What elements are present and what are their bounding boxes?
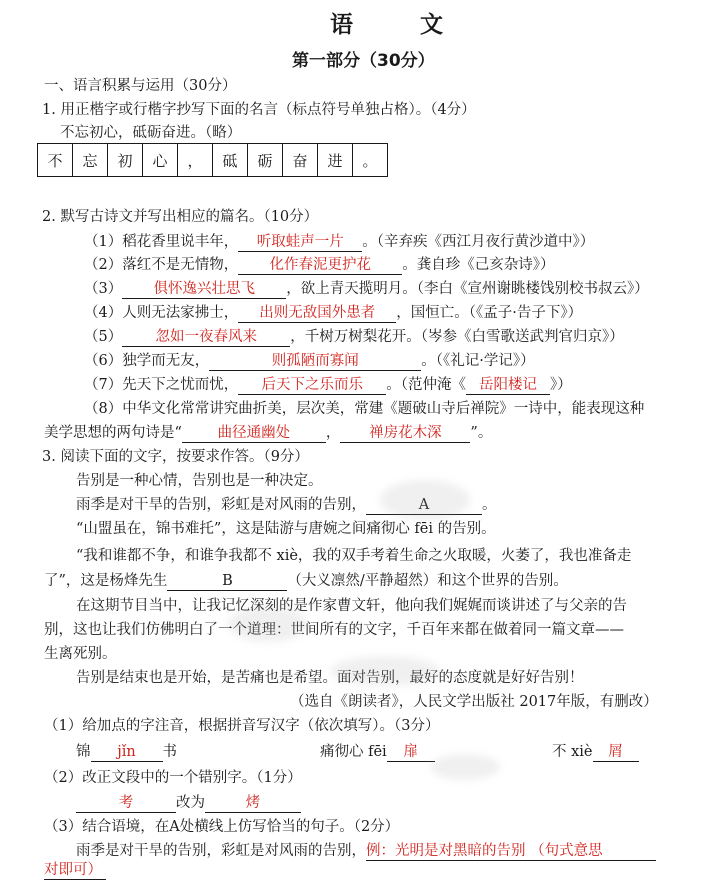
grid-cell: 忘 (73, 144, 108, 177)
line-middle: 改为 (176, 795, 205, 811)
q2-line-7 (84, 373, 572, 395)
answer-blank: 岳阳楼记 (466, 377, 550, 395)
line-suffix: 。龚自珍《己亥杂诗》） (402, 257, 555, 273)
line-suffix: ，国恒亡。（《孟子·告子下》） (396, 305, 583, 321)
answer-blank: 曲径通幽处 (182, 425, 326, 443)
line-prefix: 了”，这是杨烽先生 (44, 573, 168, 589)
line-prefix: （3） (84, 281, 123, 297)
passage-source: （选自《朗读者》，人民文学出版社 2017年版，有删改） (290, 694, 658, 710)
q2-line-8a: （8）中华文化常常讲究曲折美，层次美，常建《题破山寺后禅院》一诗中，能表现这种 (84, 401, 645, 417)
q1-quote: 不忘初心，砥砺奋进。（略） (60, 125, 242, 141)
answer-blank: 扉 (387, 744, 435, 762)
answer-blank: 屑 (593, 744, 639, 762)
line-prefix: （4）人则无法家拂士， (84, 305, 239, 321)
line-suffix: ，欲上青天揽明月。（李白《宣州谢眺楼饯别校书叔云》） (286, 281, 649, 297)
section-heading: 一、语言积累与运用（30分） (44, 78, 237, 94)
scan-smudge (228, 606, 308, 642)
answer-blank: jǐn (91, 744, 163, 762)
passage-paragraph: 告别是一种心情，告别也是一种决定。 (76, 473, 323, 489)
line-prefix: （7）先天下之忧而忧， (84, 377, 239, 393)
answer-blank: 禅房花木深 (340, 425, 470, 443)
answer-blank: 烤 (205, 795, 301, 813)
answer-blank: 出则无敌国外患者 (238, 305, 396, 323)
passage-paragraph: 在这期节目当中，让我记忆深刻的是作家曹文轩，他向我们娓娓而谈讲述了与父亲的告 (76, 598, 627, 614)
line-separator: ， (325, 425, 341, 441)
passage-paragraph: 生离死别。 (44, 646, 117, 662)
line-prefix: （2）落红不是无情物， (84, 257, 239, 273)
q1-stem: 1. 用正楷字或行楷字抄写下面的名言（标点符号单独占格）。（4分） (42, 102, 476, 118)
answer-blank: 后天下之乐而乐 (238, 377, 386, 395)
line-prefix: （1）稻花香里说丰年， (84, 234, 239, 250)
q3-sub1-stem: （1）给加点的字注音，根据拼音写汉字（依次填写）。（3分） (44, 718, 440, 734)
answer-blank: 考 (76, 795, 176, 813)
line-suffix: 书 (162, 744, 177, 760)
line-prefix: 雨季是对干旱的告别，彩虹是对风雨的告别， (76, 843, 366, 859)
passage-paragraph: “山盟虽在，锦书难托”，这是陆游与唐婉之间痛彻心 fēi 的告别。 (76, 521, 496, 537)
q2-line-2 (84, 253, 554, 275)
q3-stem: 3. 阅读下面的文字，按要求作答。（9分） (42, 449, 309, 465)
scan-smudge (330, 656, 440, 686)
q3-sub3-stem: （3）结合语境，在A处横线上仿写恰当的句子。（2分） (44, 819, 400, 835)
answer-blank: 听取蛙声一片 (238, 234, 362, 252)
answer-blank: 则孤陋而寡闻 (209, 353, 421, 371)
line-prefix: 不 xiè (552, 744, 593, 760)
scan-smudge (430, 754, 500, 780)
line-prefix: 痛彻心 fēi (320, 744, 387, 760)
q2-line-1 (84, 230, 594, 252)
q2-line-5 (84, 325, 624, 347)
line-prefix: （6）独学而无友， (84, 353, 210, 369)
line-prefix: 雨季是对干旱的告别，彩虹是对风雨的告别， (76, 497, 366, 513)
grid-cell: 心 (143, 144, 178, 177)
q2-line-8b (44, 421, 492, 443)
line-suffix: 。（辛弃疾《西江月夜行黄沙道中》） (362, 234, 595, 250)
scan-smudge (380, 480, 470, 520)
answer-blank: 对即可） (44, 862, 106, 880)
line-prefix: 美学思想的两句诗是“ (44, 425, 182, 441)
grid-cell: ， (178, 144, 213, 177)
passage-paragraph: 告别是结束也是开始，是苦痛也是希望。面对告别，最好的态度就是好好告别！ (76, 670, 584, 686)
answer-blank: 例：光明是对黑暗的告别 （句式意思 (366, 843, 656, 861)
part-heading: 第一部分（30分） (292, 51, 435, 71)
q3-sub2-answer (76, 791, 301, 813)
q2-line-4 (84, 301, 582, 323)
grid-cell: 初 (108, 144, 143, 177)
q3-sub1-a (76, 740, 177, 762)
passage-paragraph (44, 569, 568, 591)
grid-cell: 砥 (213, 144, 248, 177)
copy-grid (37, 143, 388, 177)
grid-cell: 不 (38, 144, 73, 177)
grid-cell: 。 (353, 144, 388, 177)
line-suffix: ，千树万树梨花开。（岑参《白雪歌送武判官归京》） (290, 329, 624, 345)
line-prefix: 锦 (76, 744, 91, 760)
grid-cell: 进 (318, 144, 353, 177)
answer-blank: 俱怀逸兴壮思飞 (122, 281, 286, 299)
page-title: 语 文 (330, 12, 465, 38)
line-middle: 。（范仲淹《 (386, 377, 466, 393)
q3-sub3-answer-cont (44, 862, 106, 880)
q2-line-6 (84, 349, 535, 371)
line-prefix: （5） (84, 329, 123, 345)
blank-a: A (366, 497, 482, 515)
q3-sub3-answer (76, 839, 656, 861)
blank-b: B (167, 573, 287, 591)
q3-sub1-b (320, 740, 435, 762)
answer-blank: 化作春泥更护花 (238, 257, 402, 275)
line-suffix: 。 (482, 497, 497, 513)
line-suffix: （大义凛然/平静超然）和这个世界的告别。 (287, 573, 568, 589)
grid-cell: 砺 (248, 144, 283, 177)
passage-paragraph: “我和谁都不争，和谁争我都不 xiè，我的双手考着生命之火取暖，火萎了，我也准备走 (76, 548, 632, 564)
line-suffix: 。（《礼记·学记》） (421, 353, 535, 369)
q2-line-3 (84, 277, 649, 299)
q3-sub1-c (552, 740, 639, 762)
passage-paragraph: 别，这也让我们仿佛明白了一个道理：世间所有的文字，千百年来都在做着同一篇文章—— (44, 622, 624, 638)
line-suffix: 》） (549, 377, 572, 393)
q2-stem: 2. 默写古诗文并写出相应的篇名。（10分） (42, 209, 319, 225)
q3-sub2-stem: （2）改正文段中的一个错别字。（1分） (44, 770, 302, 786)
answer-blank: 忽如一夜春风来 (122, 329, 290, 347)
line-suffix: ”。 (470, 425, 493, 441)
grid-cell: 奋 (283, 144, 318, 177)
